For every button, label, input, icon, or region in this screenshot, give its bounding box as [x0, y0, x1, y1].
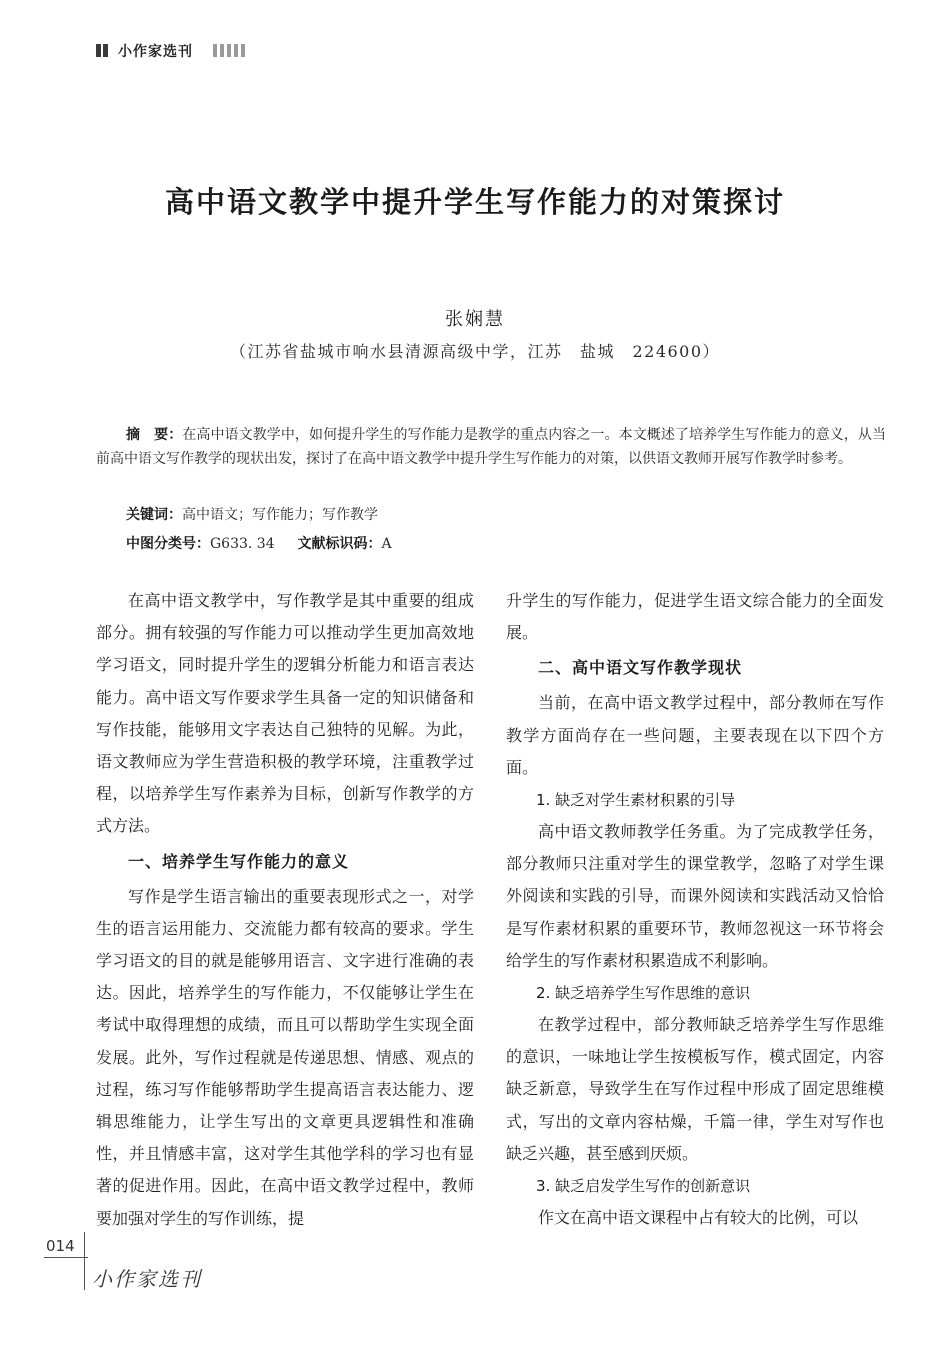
section-1-continuation: 升学生的写作能力，促进学生语文综合能力的全面发展。	[506, 591, 884, 643]
clc-label: 中图分类号：	[126, 536, 210, 552]
author-name: 张娴慧	[445, 309, 505, 330]
left-column	[96, 585, 474, 1235]
abstract	[96, 423, 886, 471]
intro-paragraph: 在高中语文教学中，写作教学是其中重要的组成部分。拥有较强的写作能力可以推动学生更加高效地学习语文，同时提升学生的逻辑分析能力和语言表达能力。高中语文写作要求学生具备一定的知识储备和写作技能，能够用文字表达自己独特的见解。为此，语文教师应为学生营造积极的教学环境，注重教学过程，以培养学生写作素养为目标，创新写作教学的方式方法。	[96, 591, 474, 836]
header-decoration-icon	[213, 44, 245, 57]
classification	[126, 533, 392, 553]
keywords-label: 关键词：	[126, 507, 182, 523]
abstract-text: 在高中语文教学中，如何提升学生的写作能力是教学的重点内容之一。本文概述了培养学生写作能力的意义，从当前高中语文写作教学的现状出发，探讨了在高中语文教学中提升学生写作能力的对策，以供语文教师开展写作教学时参考。	[96, 427, 887, 467]
page-number: 014	[46, 1237, 75, 1255]
keywords-text: 高中语文；写作能力；写作教学	[182, 507, 378, 523]
footer-rule	[44, 1257, 88, 1258]
article-title: 高中语文教学中提升学生写作能力的对策探讨	[164, 185, 785, 219]
footer-logo: 小作家选刊	[92, 1267, 202, 1291]
subsection-2-heading: 2. 缺乏培养学生写作思维的意识	[536, 984, 751, 1003]
section-1-heading: 一、培养学生写作能力的意义	[128, 851, 350, 871]
doc-code-value: A	[381, 536, 392, 552]
subsection-3-heading: 3. 缺乏启发学生写作的创新意识	[536, 1177, 751, 1196]
section-2-paragraph: 当前，在高中语文教学过程中，部分教师在写作教学方面尚存在一些问题，主要表现在以下四个方面。	[506, 693, 884, 777]
subsection-1-paragraph: 高中语文教师教学任务重。为了完成教学任务，部分教师只注重对学生的课堂教学，忽略了对学生课外阅读和实践的引导，而课外阅读和实践活动又恰恰是写作素材积累的重要环节，教师忽视这一环节将会给学生的写作素材积累造成不利影响。	[506, 822, 884, 970]
author-affiliation: （江苏省盐城市响水县清源高级中学，江苏 盐城 224600）	[229, 342, 721, 361]
header-bars-icon	[96, 44, 108, 57]
section-1-paragraph: 写作是学生语言输出的重要表现形式之一，对学生的语言运用能力、交流能力都有较高的要求。学生学习语文的目的就是能够用语言、文字进行准确的表达。因此，培养学生的写作能力，不仅能够让学生在考试中取得理想的成绩，而且可以帮助学生实现全面发展。此外，写作过程就是传递思想、情感、观点的过程，练习写作能够帮助学生提高语言表达能力、逻辑思维能力，让学生写出的文章更具逻辑性和准确性，并且情感丰富，这对学生其他学科的学习也有显著的促进作用。因此，在高中语文教学过程中，教师要加强对学生的写作训练，提	[96, 886, 474, 1228]
section-2-heading: 二、高中语文写作教学现状	[538, 658, 743, 678]
subsection-3-paragraph: 作文在高中语文课程中占有较大的比例，可以	[538, 1208, 859, 1228]
footer-divider	[84, 1232, 85, 1290]
subsection-1-heading: 1. 缺乏对学生素材积累的引导	[536, 791, 736, 810]
subsection-2-paragraph: 在教学过程中，部分教师缺乏培养学生写作思维的意识，一味地让学生按模板写作，模式固定，内容缺乏新意，导致学生在写作过程中形成了固定思维模式，写出的文章内容枯燥，千篇一律，学生对写作也缺乏兴趣，甚至感到厌烦。	[506, 1015, 884, 1163]
doc-code-label: 文献标识码：	[297, 536, 382, 552]
keywords	[126, 504, 378, 524]
journal-name: 小作家选刊	[118, 44, 193, 60]
abstract-label: 摘 要：	[126, 427, 183, 443]
clc-value: G633. 34	[210, 536, 275, 552]
right-column	[506, 585, 884, 1234]
